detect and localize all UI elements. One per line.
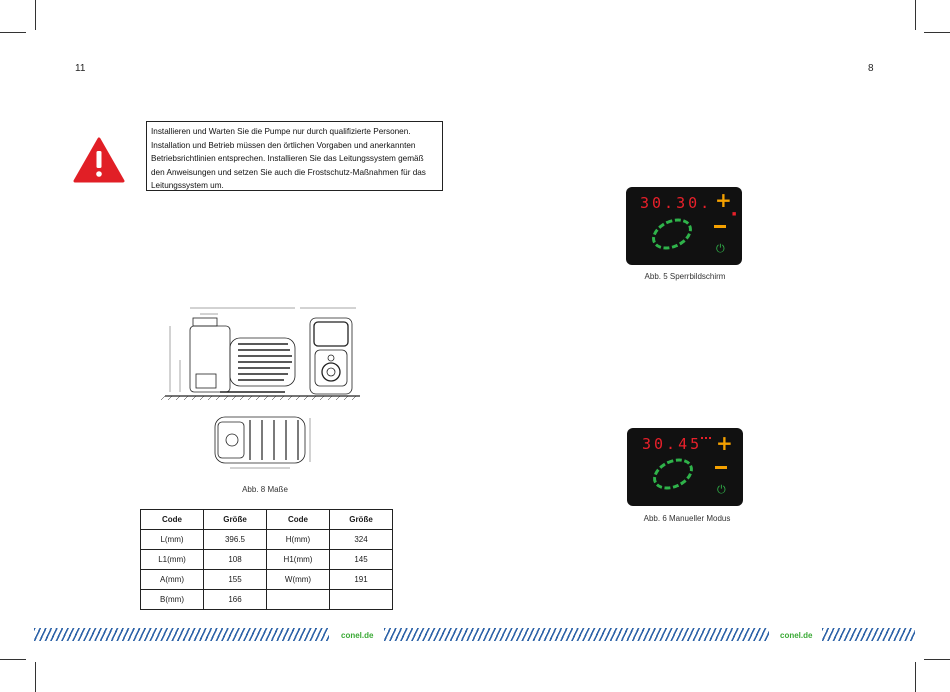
table-cell: 166 (204, 590, 267, 610)
table-cell: A(mm) (141, 570, 204, 590)
table-cell (330, 590, 393, 610)
footer-stripe (384, 628, 769, 641)
page-number-left: 11 (75, 63, 86, 74)
plus-button: + (716, 431, 733, 455)
lock-icon: ■ (732, 211, 737, 218)
table-cell (267, 590, 330, 610)
crop-mark (35, 0, 36, 30)
plus-button: + (715, 188, 732, 212)
table-cell: B(mm) (141, 590, 204, 610)
table-cell: 396.5 (204, 530, 267, 550)
crop-mark (0, 659, 26, 660)
dimensions-table (140, 509, 393, 610)
crop-mark (0, 32, 26, 33)
figure-caption: Abb. 5 Sperrbildschirm (644, 272, 726, 281)
figure-caption: Abb. 8 Maße (242, 485, 288, 494)
table-cell: H1(mm) (267, 550, 330, 570)
table-header: Code (141, 510, 204, 530)
table-header-row (141, 510, 393, 530)
table-cell: 155 (204, 570, 267, 590)
time-display: 30.45 (642, 435, 703, 453)
footer-brand-right: conel.de (780, 631, 813, 640)
warning-line: Leitungssystem um. (151, 181, 224, 191)
control-panel-lock-screen (626, 187, 742, 265)
warning-line: den Anweisungen und setzen Sie auch die Frostschutz-Maßnahmen für das (151, 167, 426, 177)
table-header: Code (267, 510, 330, 530)
table-header: Größe (330, 510, 393, 530)
table-cell: L1(mm) (141, 550, 204, 570)
warning-line: Installieren und Warten Sie die Pumpe nur durch qualifizierte Personen. (151, 127, 411, 136)
table-cell: H(mm) (267, 530, 330, 550)
mode-indicator (701, 437, 711, 442)
crop-mark (924, 32, 950, 33)
footer-brand-left: conel.de (341, 631, 374, 640)
warning-box (146, 121, 443, 191)
table-cell: 324 (330, 530, 393, 550)
crop-mark (915, 0, 916, 30)
minus-button (714, 225, 726, 228)
table-cell: L(mm) (141, 530, 204, 550)
table-row (141, 550, 393, 570)
footer-stripe (34, 628, 329, 641)
progress-ring-icon (647, 212, 697, 255)
pump-dimension-drawing (160, 300, 370, 475)
table-cell: 108 (204, 550, 267, 570)
table-header: Größe (204, 510, 267, 530)
crop-mark (924, 659, 950, 660)
power-icon: ⏻ (717, 483, 726, 496)
footer-stripe (822, 628, 915, 641)
time-display: 30.30. (640, 194, 713, 212)
control-panel-manual-mode (627, 428, 743, 506)
progress-ring-icon (648, 452, 698, 495)
power-icon: ⏻ (716, 242, 725, 255)
warning-triangle-icon (73, 137, 125, 183)
crop-mark (915, 662, 916, 692)
page-number-right: 8 (868, 63, 874, 74)
table-row (141, 590, 393, 610)
crop-mark (35, 662, 36, 692)
minus-button (715, 466, 727, 469)
warning-line: Installation und Betrieb müssen den örtlichen Vorgaben und anerkannten (151, 140, 416, 150)
warning-line: Betriebsrichtlinien entsprechen. Installieren Sie das Leitungssystem gemäß (151, 154, 424, 164)
table-cell: 145 (330, 550, 393, 570)
table-cell: W(mm) (267, 570, 330, 590)
figure-caption: Abb. 6 Manueller Modus (643, 514, 731, 523)
table-cell: 191 (330, 570, 393, 590)
table-row (141, 570, 393, 590)
table-row (141, 530, 393, 550)
